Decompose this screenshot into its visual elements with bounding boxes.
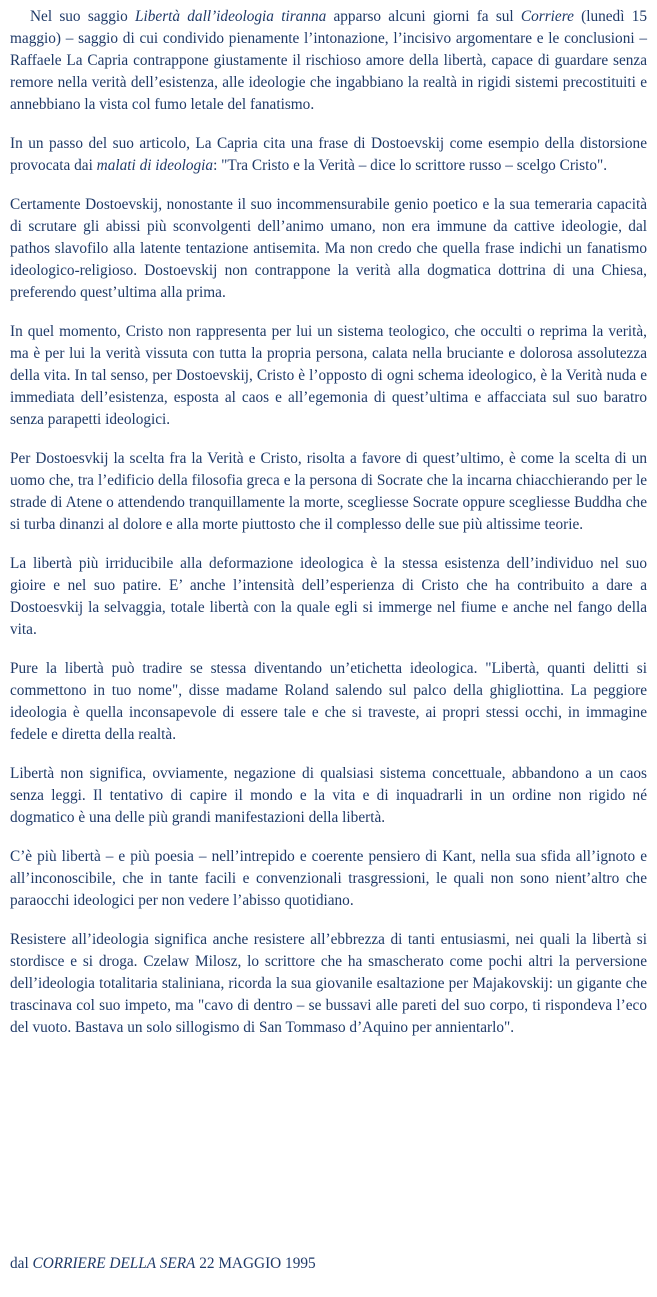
paragraph-5: Per Dostoesvkij la scelta fra la Verità e Cristo, risolta a favore di quest’ultimo, è come la scelta di un uomo che, tra l’edificio della filosofia greca e la persona di Socrate che la incarna chiacchierando per le strade di Atene o attendendo tranquillamente la morte, scegliesse Socrate oppure scegliesse Buddha che si turba dinanzi al dolore e alla morte piuttosto che il complesso delle sue più altissime teorie. (10, 450, 647, 533)
source-newspaper: CORRIERE DELLA SERA (32, 1255, 196, 1272)
paragraph-2 (10, 133, 647, 177)
paragraph-3: Certamente Dostoevskij, nonostante il suo incommensurabile genio poetico e la sua temeraria capacità di scrutare gli abissi più sconvolgenti dell’animo umano, non era immune da cattive ideologie, dal pathos slavofilo alla latente tentazione antisemita. Ma non credo che quella frase indichi un fanatismo ideologico-religioso. Dostoevskij non contrappone la verità alla dogmatica dottrina di una Chiesa, preferendo quest’ultima alla prima. (10, 196, 647, 301)
paragraph-2-text-a: In un passo del suo articolo, La Capria cita una frase di Dostoevskij come esempio della distorsione provocata dai (10, 135, 647, 174)
paragraph-4: In quel momento, Cristo non rappresenta per lui un sistema teologico, che occulti o reprima la verità, ma è per lui la verità vissuta con tutta la propria persona, calata nella bruciante e dolorosa assolutezza della vita. In tal senso, per Dostoevskij, Cristo è l’opposto di ogni schema ideologico, è la Verità nuda e immediata dell’esistenza, esposta al caos e all’egemonia di quest’ultima e affacciata sul suo baratro senza parapetti ideologici. (10, 323, 647, 428)
paragraph-1-text-c: (lunedì 15 maggio) – saggio di cui condivido pienamente l’intonazione, l’incisivo argomentare e le conclusioni – Raffaele La Capria contrappone giustamente il rischioso amore della libertà, capace di guardare senza remore nella verità dell’esistenza, alle ideologie che ingabbiano la realtà in rigidi sistemi precostituiti e annebbiano la vista col fumo letale del fanatismo. (10, 8, 647, 113)
essay-title: Libertà dall’ideologia tiranna (135, 8, 327, 25)
paragraph-9: C’è più libertà – e più poesia – nell’intrepido e coerente pensiero di Kant, nella sua sfida all’ignoto e all’inconoscibile, che in tante facili e convenzionali trasgressioni, le quali non sono nient’altro che paraocchi ideologici per non vedere l’abisso quotidiano. (10, 848, 647, 909)
paragraph-1-text-a: Nel suo saggio (30, 8, 135, 25)
newspaper-name: Corriere (520, 8, 574, 25)
paragraph-2-text-b: : "Tra Cristo e la Verità – dice lo scrittore russo – scelgo Cristo". (213, 157, 608, 174)
paragraph-7: Pure la libertà può tradire se stessa diventando un’etichetta ideologica. "Libertà, quanti delitti si commettono in tuo nome", disse madame Roland salendo sul palco della ghigliottina. La peggiore ideologia è quella inconsapevole di essere tale e che si traveste, ai propri stessi occhi, in immagine fedele e diretta della realtà. (10, 660, 647, 743)
paragraph-10: Resistere all’ideologia significa anche resistere all’ebbrezza di tanti entusiasmi, nei quali la libertà si stordisce e si droga. Czelaw Milosz, lo scrittore che ha smascherato come pochi altri la perversione dell’ideologia totalitaria staliniana, ricorda la sua giovanile esaltazione per Majakovskij: un gigante che trascinava col suo impeto, ma "cavo di dentro – se bussavi alle pareti del suo corpo, ti rispondeva l’eco del vuoto. Bastava un solo sillogismo di San Tommaso d’Aquino per annientarlo". (10, 931, 647, 1036)
paragraph-6: La libertà più irriducibile alla deformazione ideologica è la stessa esistenza dell’individuo nel suo gioire e nel suo patire. E’ anche l’intensità dell’esperienza di Cristo che ha contribuito a dare a Dostoesvkij la selvaggia, totale libertà con la quale egli si immerge nel fiume e anche nel fango della vita. (10, 555, 647, 638)
source-date: 22 MAGGIO 1995 (195, 1255, 316, 1272)
paragraph-1 (10, 6, 647, 116)
paragraph-1-text-b: apparso alcuni giorni fa sul (326, 8, 521, 25)
article-body (10, 6, 647, 1056)
paragraph-2-italic: malati di ideologia (96, 157, 214, 174)
source-prefix: dal (10, 1255, 33, 1272)
source-citation (10, 1253, 316, 1275)
paragraph-8: Libertà non significa, ovviamente, negazione di qualsiasi sistema concettuale, abbandono a un caos senza leggi. Il tentativo di capire il mondo e la vita e di inquadrarli in un ordine non rigido né dogmatico è una delle più grandi manifestazioni della libertà. (10, 765, 647, 826)
